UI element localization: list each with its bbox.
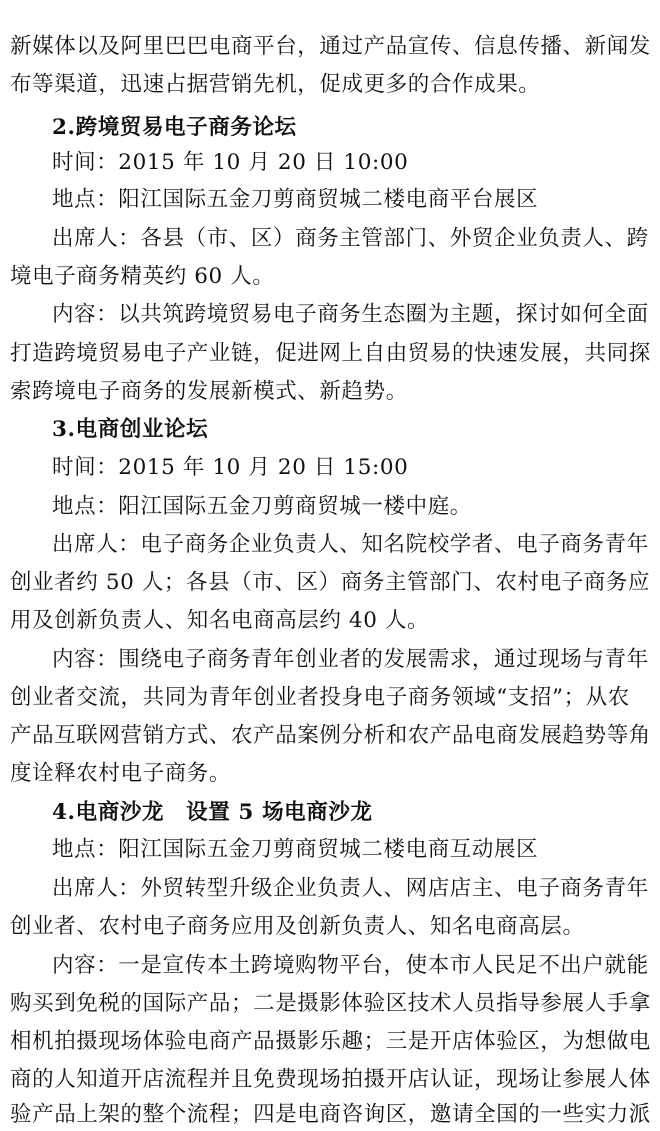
body-line: 创业者约 50 人；各县（市、区）商务主管部门、农村电子商务应 <box>10 570 651 595</box>
body-line: 产品互联网营销方式、农产品案例分析和农产品电商发展趋势等角 <box>10 723 651 748</box>
body-line: 新媒体以及阿里巴巴电商平台，通过产品宣传、信息传播、新闻发 <box>10 34 651 59</box>
body-line: 商的人知道开店流程并且免费现场拍摄开店认证，现场让参展人体 <box>10 1067 651 1092</box>
body-line: 出席人：电子商务企业负责人、知名院校学者、电子商务青年 <box>52 532 649 557</box>
body-line: 内容：围绕电子商务青年创业者的发展需求，通过现场与青年 <box>52 647 649 672</box>
body-line: 时间：2015 年 10 月 20 日 15:00 <box>52 455 409 480</box>
body-line: 度诠释农村电子商务。 <box>10 761 232 786</box>
body-line: 内容：以共筑跨境贸易电子商务生态圈为主题，探讨如何全面 <box>52 302 649 327</box>
body-line: 境电子商务精英约 60 人。 <box>10 264 275 289</box>
body-line: 地点：阳江国际五金刀剪商贸城一楼中庭。 <box>52 494 472 519</box>
body-line: 地点：阳江国际五金刀剪商贸城二楼电商平台展区 <box>52 187 539 212</box>
body-line: 索跨境电子商务的发展新模式、新趋势。 <box>10 379 408 404</box>
body-line: 出席人：各县（市、区）商务主管部门、外贸企业负责人、跨 <box>52 226 649 251</box>
body-line: 内容：一是宣传本土跨境购物平台，使本市人民足不出户就能 <box>52 953 649 978</box>
section-heading: 4.电商沙龙 设置 5 场电商沙龙 <box>52 800 373 825</box>
body-line: 验产品上架的整个流程；四是电商咨询区，邀请全国的一些实力派 <box>10 1102 651 1127</box>
body-line: 相机拍摄现场体验电商产品摄影乐趣；三是开店体验区，为想做电 <box>10 1029 651 1054</box>
body-line: 创业者交流，共同为青年创业者投身电子商务领域“支招”；从农 <box>10 685 630 710</box>
body-line: 用及创新负责人、知名电商高层约 40 人。 <box>10 608 430 633</box>
section-heading: 3.电商创业论坛 <box>52 417 209 442</box>
body-line: 购买到免税的国际产品；二是摄影体验区技术人员指导参展人手拿 <box>10 991 651 1016</box>
body-line: 地点：阳江国际五金刀剪商贸城二楼电商互动展区 <box>52 837 539 862</box>
body-line: 时间：2015 年 10 月 20 日 10:00 <box>52 150 409 175</box>
section-heading: 2.跨境贸易电子商务论坛 <box>52 115 297 140</box>
body-line: 布等渠道，迅速占据营销先机，促成更多的合作成果。 <box>10 72 541 97</box>
body-line: 打造跨境贸易电子产业链，促进网上自由贸易的快速发展，共同探 <box>10 341 651 366</box>
body-line: 出席人：外贸转型升级企业负责人、网店店主、电子商务青年 <box>52 876 649 901</box>
body-line: 创业者、农村电子商务应用及创新负责人、知名电商高层。 <box>10 914 585 939</box>
